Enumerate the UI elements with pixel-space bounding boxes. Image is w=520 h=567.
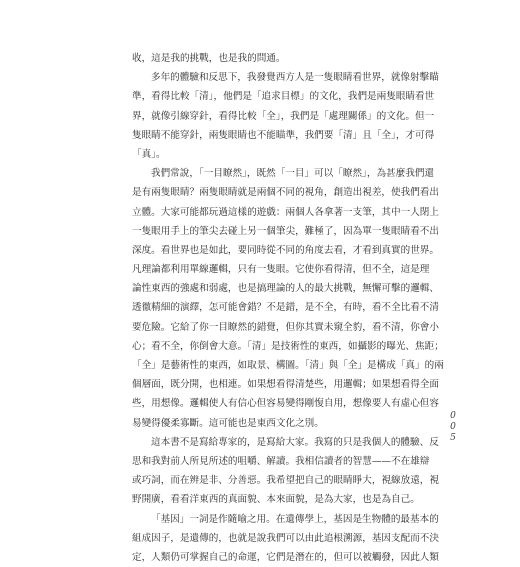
text-line: 這本書不是寫給專家的，是寫給大家。我寫的只是我個人的體驗、反 — [132, 433, 410, 452]
text-line: 些，用想像。邏輯使人有信心但容易變得剛愎自用，想像要人有虛心但容 — [132, 394, 410, 413]
page-number-digit: 0 — [446, 411, 460, 422]
text-line: 凡理論都利用單線邏輯，只有一隻眼。它使你看得清，但不全，這是理 — [132, 260, 410, 279]
text-line: 「全」是藝術性的東西，如取景、構圖。「清」與「全」是構成「真」的兩 — [132, 356, 410, 375]
paragraph — [132, 68, 410, 164]
body-text — [132, 49, 410, 567]
text-line: 我們常說，「一目瞭然」，既然「一目」可以「瞭然」，為甚麼我們還 — [132, 164, 410, 183]
text-line: 定，人類仍可掌握自己的命運，它們是潛在的，但可以被觸發，因此人類 — [132, 548, 410, 567]
text-line: 思和我對前人所見所述的咀嚼、解讀。我相信讀者的智慧——不在雄辯 — [132, 452, 410, 471]
text-line: 個層面，既分開，也相連。如果想看得清楚些，用邏輯；如果想看得全面 — [132, 375, 410, 394]
text-line: 是有兩隻眼睛？兩隻眼睛就是兩個不同的視角，創造出視差，使我們看出 — [132, 183, 410, 202]
paragraph — [132, 510, 410, 567]
text-line: 野開廣，看看洋東西的真面貌、本來面貌，是為大家，也是為自己。 — [132, 490, 410, 509]
text-line: 準，看得比較「清」，他們是「追求目標」的文化，我們是兩隻眼睛看世 — [132, 87, 410, 106]
text-line: 深度。看世界也是如此，要同時從不同的角度去看，才看到真實的世界。 — [132, 241, 410, 260]
text-line: 收，這是我的挑戰，也是我的問通。 — [132, 49, 410, 68]
paragraph — [132, 164, 410, 433]
paragraph — [132, 433, 410, 510]
text-line: 立體。大家可能都玩過這樣的遊戲：兩個人各拿著一支筆，其中一人閉上 — [132, 203, 410, 222]
page-number — [446, 411, 460, 444]
text-line: 「基因」一詞是作隨喻之用。在遺傳學上，基因是生物體的最基本的 — [132, 510, 410, 529]
text-line: 「真」。 — [132, 145, 410, 164]
text-line: 論性東西的強處和弱處，也是搞理論的人的最大挑戰，無懈可擊的邏輯、 — [132, 279, 410, 298]
text-line: 組成因子，是遺傳的，也就是說我們可以由此追根溯源，基因支配而不決 — [132, 529, 410, 548]
text-line: 透徹精細的演繹，怎可能會錯？不是錯，是不全，有時，看不全比看不清 — [132, 298, 410, 317]
text-line: 或巧詞，而在辨是非、分善惡。我希望把自己的眼睛睜大，視線放遠，視 — [132, 471, 410, 490]
text-line: 易變得優柔寡斷。這可能也是東西文化之別。 — [132, 414, 410, 433]
text-line: 一隻眼用手上的筆尖去碰上另一個筆尖，難極了，因為單一隻眼睛看不出 — [132, 222, 410, 241]
text-line: 要危險。它給了你一目瞭然的錯覺，但你其實未窺全豹，看不清，你會小 — [132, 318, 410, 337]
text-line: 心；看不全，你倒會大意。「清」是技術性的東西，如攝影的曝光、焦距； — [132, 337, 410, 356]
text-line: 界，就像引線穿針，看得比較「全」，我們是「處理關係」的文化。但一 — [132, 107, 410, 126]
page-number-digit: 5 — [446, 433, 460, 444]
paragraph — [132, 49, 410, 68]
page-number-digit: 0 — [446, 422, 460, 433]
text-line: 隻眼睛不能穿針，兩隻眼睛也不能瞄準，我們要「清」且「全」，才可得 — [132, 126, 410, 145]
text-line: 多年的體驗和反思下，我發覺西方人是一隻眼睛看世界，就像射擊瞄 — [132, 68, 410, 87]
